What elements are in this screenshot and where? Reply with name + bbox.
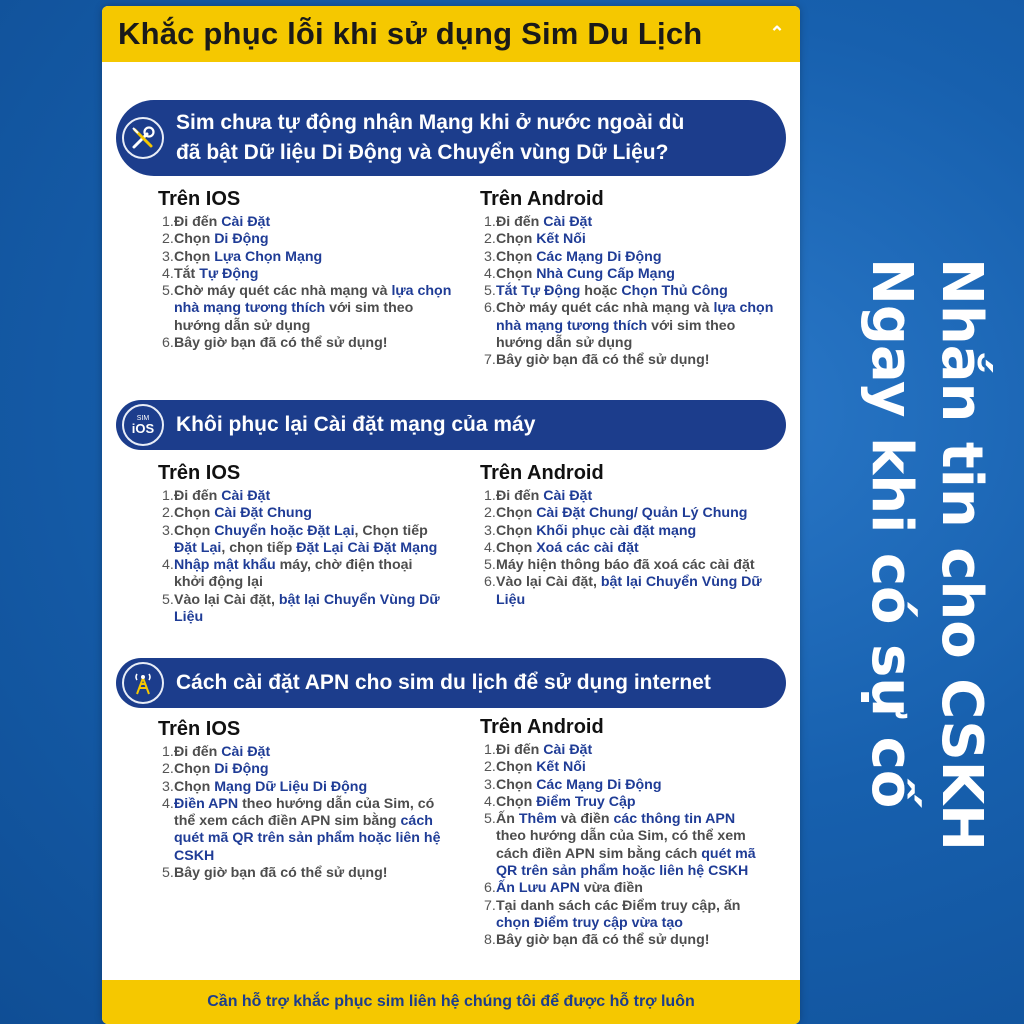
step-item bbox=[484, 214, 774, 231]
step-number: 2. bbox=[484, 759, 496, 776]
step-plain: Chọn bbox=[496, 776, 537, 793]
step-plain: Chọn bbox=[174, 761, 215, 778]
step-item bbox=[162, 266, 452, 283]
chevron-up-icon[interactable]: ⌃ bbox=[769, 23, 785, 43]
step-item bbox=[484, 488, 764, 505]
step-highlight: Mạng Dữ Liệu Di Động bbox=[214, 778, 368, 795]
step-plain: Tắt bbox=[174, 265, 200, 282]
step-highlight: Thêm bbox=[518, 811, 557, 828]
ios-heading: Trên IOS bbox=[158, 188, 241, 210]
step-text bbox=[496, 300, 774, 352]
step-number: 4. bbox=[162, 795, 174, 812]
step-plain: Chờ máy quét các nhà mạng và bbox=[174, 283, 392, 300]
step-plain: Chọn bbox=[174, 231, 215, 248]
step-text bbox=[496, 249, 662, 266]
step-number: 6. bbox=[484, 574, 496, 591]
step-highlight: Cài Đặt bbox=[221, 214, 271, 230]
step-text bbox=[496, 523, 696, 540]
step-plain: Đi đến bbox=[496, 214, 544, 230]
step-highlight: Cài Đặt Chung/ Quản Lý Chung bbox=[536, 505, 748, 522]
step-text bbox=[496, 574, 764, 609]
step-plain: hoặc bbox=[580, 283, 622, 300]
step-highlight: chọn Điểm truy cập vừa tạo bbox=[496, 914, 683, 931]
step-item bbox=[484, 540, 764, 557]
step-highlight: Lựa Chọn Mạng bbox=[214, 248, 323, 265]
sim-ios-icon bbox=[122, 404, 164, 446]
android-steps-list bbox=[484, 488, 764, 609]
step-number: 5. bbox=[484, 283, 496, 300]
step-text bbox=[496, 898, 764, 933]
step-highlight: Nhập mật khẩu bbox=[174, 557, 276, 574]
step-highlight: Cài Đặt bbox=[543, 214, 593, 230]
step-number: 3. bbox=[162, 778, 174, 795]
step-item bbox=[162, 796, 442, 865]
step-highlight: quét mã QR trên sản phẩm hoặc liên hệ CSKH bbox=[496, 845, 756, 880]
ios-steps-list bbox=[162, 214, 452, 352]
step-highlight: cách quét mã QR trên sản phẩm hoặc liên hệ CSKH bbox=[174, 813, 441, 864]
step-number: 1. bbox=[162, 488, 174, 504]
step-number: 4. bbox=[484, 793, 496, 810]
step-plain: Tại danh sách các Điểm truy cập, ấn bbox=[496, 897, 741, 914]
step-item bbox=[484, 283, 774, 300]
step-plain: Chọn bbox=[496, 539, 537, 556]
step-plain: với sim theo hướng dẫn sử dụng bbox=[496, 317, 736, 352]
step-text bbox=[174, 231, 269, 248]
step-text bbox=[174, 744, 270, 761]
step-text bbox=[174, 761, 269, 778]
step-text bbox=[496, 794, 636, 811]
step-highlight: bật lại Chuyển Vùng Dữ Liệu bbox=[174, 591, 440, 626]
step-text bbox=[174, 214, 270, 231]
step-plain: Bây giờ bạn đã có thể sử dụng! bbox=[174, 335, 388, 352]
section-title-line1: Khôi phục lại Cài đặt mạng của máy bbox=[176, 413, 536, 436]
android-heading: Trên Android bbox=[480, 462, 604, 484]
step-plain: và điền bbox=[556, 811, 614, 828]
step-number: 1. bbox=[484, 214, 496, 230]
step-text bbox=[496, 352, 710, 369]
step-item bbox=[484, 898, 764, 933]
step-text bbox=[496, 742, 592, 759]
step-item bbox=[162, 214, 452, 231]
ios-heading: Trên IOS bbox=[158, 462, 241, 484]
step-plain: Chọn bbox=[496, 505, 537, 522]
step-plain: Chọn bbox=[174, 248, 215, 265]
troubleshoot-panel bbox=[102, 6, 800, 1024]
step-number: 6. bbox=[484, 880, 496, 897]
step-item bbox=[162, 335, 452, 352]
step-plain: vừa điền bbox=[579, 880, 643, 897]
step-text bbox=[496, 811, 764, 880]
step-highlight: Cài Đặt bbox=[221, 744, 271, 760]
step-plain: Chờ máy quét các nhà mạng và bbox=[496, 300, 714, 317]
step-text bbox=[496, 777, 662, 794]
step-item bbox=[484, 574, 764, 609]
step-highlight: Cài Đặt bbox=[543, 742, 593, 758]
step-text bbox=[496, 759, 586, 776]
step-text bbox=[174, 796, 442, 865]
step-item bbox=[162, 231, 452, 248]
step-plain: Chọn bbox=[496, 248, 537, 265]
step-text bbox=[174, 523, 442, 558]
step-plain: máy, chờ điện thoại khởi động lại bbox=[174, 557, 413, 591]
step-highlight: Cài Đặt bbox=[543, 488, 593, 504]
step-number: 4. bbox=[484, 265, 496, 282]
step-highlight: lựa chọn nhà mạng tương thích bbox=[174, 283, 452, 317]
step-number: 4. bbox=[484, 539, 496, 556]
step-number: 2. bbox=[484, 231, 496, 248]
step-number: 3. bbox=[484, 522, 496, 539]
step-plain: Chọn bbox=[496, 522, 537, 539]
step-plain: theo hướng dẫn của Sim, có thể xem cách điền APN sim bằng cách bbox=[496, 828, 746, 862]
step-text bbox=[496, 266, 675, 283]
step-item bbox=[162, 761, 442, 778]
step-number: 8. bbox=[484, 932, 496, 949]
step-highlight: Ấn Lưu APN bbox=[496, 880, 580, 897]
step-highlight: Đặt Lại bbox=[174, 539, 222, 556]
step-number: 4. bbox=[162, 265, 174, 282]
step-highlight: Di Động bbox=[214, 761, 269, 778]
step-highlight: Điền APN bbox=[174, 795, 239, 812]
step-item bbox=[484, 266, 774, 283]
step-highlight: các thông tin APN bbox=[613, 811, 736, 828]
step-plain: với sim theo hướng dẫn sử dụng bbox=[174, 300, 414, 334]
step-plain: Vào lại Cài đặt, bbox=[496, 574, 601, 591]
android-heading: Trên Android bbox=[480, 716, 604, 738]
step-number: 5. bbox=[162, 283, 174, 300]
step-highlight: Tắt Tự Động bbox=[496, 283, 581, 300]
step-item bbox=[162, 744, 442, 761]
step-plain: Chọn bbox=[496, 231, 537, 248]
step-item bbox=[484, 932, 764, 949]
android-steps-list bbox=[484, 214, 774, 370]
android-steps-list bbox=[484, 742, 764, 950]
ios-steps-list bbox=[162, 744, 442, 882]
step-number: 7. bbox=[484, 352, 496, 369]
step-item bbox=[484, 300, 774, 352]
step-number: 6. bbox=[484, 300, 496, 317]
step-number: 3. bbox=[162, 248, 174, 265]
step-plain: Vào lại Cài đặt, bbox=[174, 591, 279, 608]
step-text bbox=[496, 932, 710, 949]
step-plain: Bây giờ bạn đã có thể sử dụng! bbox=[174, 865, 388, 882]
cskh-line2: Ngay khi có sự cố bbox=[859, 258, 924, 809]
ios-steps-list bbox=[162, 488, 442, 626]
step-item bbox=[484, 523, 764, 540]
step-plain: Đi đến bbox=[174, 744, 222, 760]
step-number: 5. bbox=[162, 591, 174, 608]
step-text bbox=[496, 880, 643, 897]
step-plain: , chọn tiếp bbox=[221, 539, 297, 556]
step-number: 2. bbox=[484, 505, 496, 522]
step-number: 1. bbox=[162, 744, 174, 760]
step-plain: Đi đến bbox=[174, 488, 222, 504]
step-text bbox=[174, 865, 388, 882]
step-number: 4. bbox=[162, 557, 174, 574]
step-text bbox=[496, 283, 728, 300]
step-item bbox=[162, 523, 442, 558]
step-item bbox=[162, 505, 442, 522]
section-title-line2: đã bật Dữ liệu Di Động và Chuyển vùng Dữ Liệu? bbox=[176, 141, 669, 164]
step-plain: , Chọn tiếp bbox=[354, 522, 428, 539]
step-plain: Chọn bbox=[174, 505, 215, 522]
section-title-line1: Sim chưa tự động nhận Mạng khi ở nước ngoài dù bbox=[176, 111, 685, 134]
step-plain: Bây giờ bạn đã có thể sử dụng! bbox=[496, 352, 710, 369]
step-text bbox=[174, 505, 312, 522]
step-text bbox=[496, 214, 592, 231]
step-highlight: Nhà Cung Cấp Mạng bbox=[536, 265, 675, 282]
step-highlight: Chuyển hoặc Đặt Lại bbox=[214, 522, 355, 539]
step-text bbox=[174, 488, 270, 505]
step-highlight: bật lại Chuyển Vùng Dữ Liệu bbox=[496, 574, 762, 608]
step-item bbox=[162, 283, 452, 335]
step-item bbox=[162, 779, 442, 796]
step-plain: Đi đến bbox=[174, 214, 222, 230]
antenna-icon bbox=[122, 662, 164, 704]
step-highlight: Kết Nối bbox=[536, 759, 586, 776]
step-item bbox=[484, 231, 774, 248]
step-item bbox=[484, 759, 764, 776]
step-text bbox=[496, 231, 586, 248]
step-number: 3. bbox=[162, 522, 174, 539]
sim-label: SIM bbox=[136, 415, 150, 422]
step-text bbox=[174, 249, 322, 266]
step-highlight: Di Động bbox=[214, 231, 269, 248]
step-text bbox=[174, 335, 388, 352]
cskh-line1: Nhắn tin cho CSKH bbox=[929, 258, 994, 851]
step-highlight: lựa chọn nhà mạng tương thích bbox=[496, 300, 774, 334]
tools-icon bbox=[122, 117, 164, 159]
step-plain: Chọn bbox=[496, 793, 537, 810]
step-highlight: Các Mạng Di Động bbox=[536, 776, 662, 793]
step-text bbox=[174, 592, 442, 627]
cskh-callout bbox=[836, 258, 996, 858]
step-item bbox=[484, 742, 764, 759]
step-highlight: Xoá các cài đặt bbox=[536, 539, 639, 556]
step-highlight: Tự Động bbox=[199, 265, 259, 282]
step-plain: Chọn bbox=[174, 778, 215, 795]
step-number: 2. bbox=[162, 505, 174, 522]
step-item bbox=[484, 557, 764, 574]
section-banner-reset bbox=[116, 400, 786, 450]
step-number: 5. bbox=[162, 865, 174, 882]
step-text bbox=[496, 488, 592, 505]
step-number: 1. bbox=[162, 214, 174, 230]
panel-title: Khắc phục lỗi khi sử dụng Sim Du Lịch bbox=[118, 16, 703, 51]
step-item bbox=[162, 592, 442, 627]
step-item bbox=[484, 505, 764, 522]
android-heading: Trên Android bbox=[480, 188, 604, 210]
step-highlight: Điểm Truy Cập bbox=[536, 793, 636, 810]
step-plain: theo hướng dẫn của Sim, có thể xem cách điền APN sim bằng bbox=[174, 795, 435, 830]
step-number: 2. bbox=[162, 231, 174, 248]
step-item bbox=[484, 811, 764, 880]
step-number: 5. bbox=[484, 811, 496, 828]
step-item bbox=[484, 880, 764, 897]
step-plain: Bây giờ bạn đã có thể sử dụng! bbox=[496, 932, 710, 949]
step-item bbox=[162, 488, 442, 505]
step-highlight: Các Mạng Di Động bbox=[536, 248, 662, 265]
step-highlight: Kết Nối bbox=[536, 231, 586, 248]
step-text bbox=[496, 540, 639, 557]
step-highlight: Cài Đặt Chung bbox=[214, 505, 312, 522]
step-highlight: Cài Đặt bbox=[221, 488, 271, 504]
step-number: 1. bbox=[484, 742, 496, 758]
step-number: 6. bbox=[162, 335, 174, 352]
step-highlight: Chọn Thủ Công bbox=[621, 283, 728, 300]
panel-header[interactable] bbox=[102, 6, 800, 62]
step-plain: Chọn bbox=[496, 759, 537, 776]
step-plain: Chọn bbox=[174, 522, 215, 539]
step-item bbox=[162, 865, 442, 882]
ios-label: iOS bbox=[131, 421, 155, 436]
step-item bbox=[484, 352, 774, 369]
step-number: 3. bbox=[484, 776, 496, 793]
step-number: 1. bbox=[484, 488, 496, 504]
step-text bbox=[496, 505, 747, 522]
step-number: 2. bbox=[162, 761, 174, 778]
step-text bbox=[496, 557, 755, 574]
step-number: 3. bbox=[484, 248, 496, 265]
step-number: 5. bbox=[484, 557, 496, 574]
section-banner-network bbox=[116, 100, 786, 176]
footer-text: Cần hỗ trợ khắc phục sim liên hệ chúng tôi để được hỗ trợ luôn bbox=[207, 993, 695, 1010]
step-plain: Máy hiện thông báo đã xoá các cài đặt bbox=[496, 557, 755, 574]
step-item bbox=[484, 777, 764, 794]
step-item bbox=[484, 249, 774, 266]
step-number: 7. bbox=[484, 897, 496, 914]
step-item bbox=[162, 557, 442, 592]
step-item bbox=[484, 794, 764, 811]
step-text bbox=[174, 283, 452, 335]
support-footer[interactable] bbox=[102, 980, 800, 1024]
step-plain: Đi đến bbox=[496, 742, 544, 758]
step-text bbox=[174, 557, 442, 592]
step-plain: Chọn bbox=[496, 265, 537, 282]
section-banner-apn bbox=[116, 658, 786, 708]
step-text bbox=[174, 266, 258, 283]
ios-heading: Trên IOS bbox=[158, 718, 241, 740]
step-highlight: Khối phục cài đặt mạng bbox=[536, 522, 697, 539]
step-highlight: Đặt Lại Cài Đặt Mạng bbox=[296, 539, 438, 556]
step-text bbox=[174, 779, 367, 796]
step-plain: Đi đến bbox=[496, 488, 544, 504]
step-plain: Ấn bbox=[496, 811, 519, 828]
step-item bbox=[162, 249, 452, 266]
section-title-line1: Cách cài đặt APN cho sim du lịch để sử dụng internet bbox=[176, 671, 711, 694]
